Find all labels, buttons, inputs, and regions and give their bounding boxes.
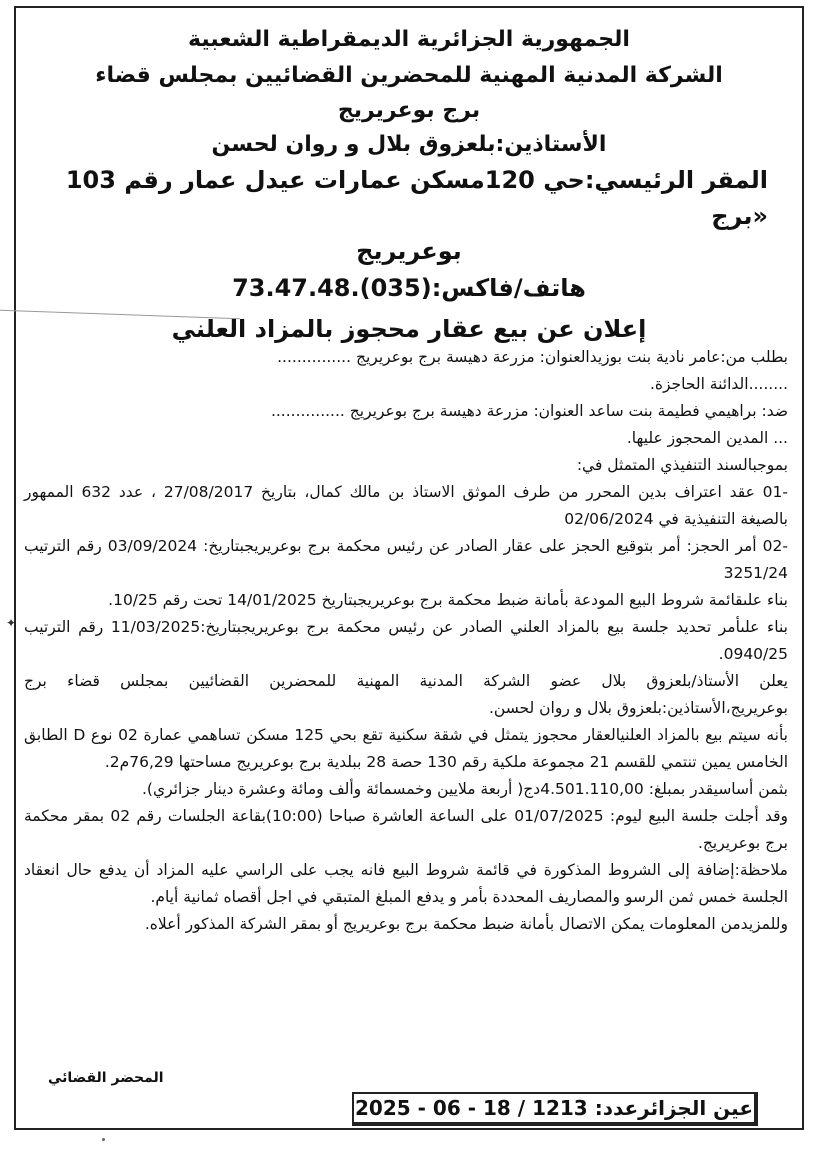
head-office-city: بوعريريج — [356, 237, 462, 265]
enforcement-title: بموجبالسند التنفيذي المتمثل في: — [576, 456, 788, 474]
scan-dot — [102, 1138, 105, 1141]
property-description: بأنه سيتم بيع بالمزاد العلنيالعقار محجوز يتمثل في شقة سكنية تقع بحي 125 مسكن تساهمي عمارة 02 نوع D الطابق الخامس يمين تنتمي للقسم 21 مجموعة ملكية رقم 130 حصة 28 ببلدية برج بوعريريج مساحتها 76,29م2. — [24, 726, 788, 771]
notice-header — [20, 22, 798, 350]
item-02: -02 أمر الحجز: أمر بتوقيع الحجز على عقار الصادر عن رئيس محكمة برج بوعريريجبتاريخ: 03/09/2024 رقم الترتيب 3251/24 — [24, 537, 788, 582]
jurisdiction: برج بوعريريج — [337, 98, 481, 123]
head-office-address: المقر الرئيسي:حي 120مسكن عمارات عيدل عمار رقم 103 «برج — [65, 166, 768, 230]
creditor-line: بطلب من:عامر نادية بنت بوزيدالعنوان: مزرعة دهيسة برج بوعريريج ............... — [277, 348, 788, 366]
note: ملاحظة:إضافة إلى الشروط المذكورة في قائمة شروط البيع فانه يجب على الراسي عليه المزاد أن يدفع حال انعقاد الجلسة خمس ثمن الرسو والمصاريف المحددة بأمر و يدفع المبلغ المتبقي في اجل أقصاه ثمانية أيام. — [24, 861, 788, 906]
notice-title: إعلان عن بيع عقار محجوز بالمزاد العلني — [171, 315, 647, 343]
scan-artifact-mark: ✦ — [6, 616, 17, 630]
contact-info: وللمزيدمن المعلومات يمكن الاتصال بأمانة ضبط محكمة برج بوعريريج أو بمقر الشركة المذكور أعلاه. — [144, 915, 788, 933]
session-date: وقد أجلت جلسة البيع ليوم: 01/07/2025 على الساعة العاشرة صباحا (10:00)بقاعة الجلسات رقم 02 بمقر محكمة برج بوعريريج. — [24, 807, 788, 852]
debtor-role: ... المدين المحجوز عليها. — [626, 429, 788, 447]
republic-title: الجمهورية الجزائرية الديمقراطية الشعبية — [188, 27, 630, 52]
creditor-role: ........الدائنة الحاجزة. — [649, 375, 788, 393]
publication-stamp: عين الجزائرعدد: 1213 / 18 - 06 - 2025 — [352, 1092, 758, 1126]
conditions-list: بناء علىقائمة شروط البيع المودعة بأمانة ضبط محكمة برج بوعريريجبتاريخ 14/01/2025 تحت رقم 10/25. — [108, 591, 788, 609]
debtor-line: ضد: براهيمي فطيمة بنت ساعد العنوان: مزرعة دهيسة برج بوعريريج ............... — [270, 402, 788, 420]
company-name: الشركة المدنية المهنية للمحضرين القضائيين بمجلس قضاء — [95, 63, 723, 88]
base-price: بثمن أساسيقدر بمبلغ: 4.501.110,00دج( أربعة ملايين وخمسمائة وألف ومائة وعشرة دينار جزائري). — [142, 780, 788, 798]
auction-order: بناء علىأمر تحديد جلسة بيع بالمزاد العلني الصادر عن رئيس محكمة برج بوعريريجبتاريخ:11/03/2025 رقم الترتيب 0940/25. — [24, 618, 788, 663]
announcer: يعلن الأستاذ/بلعزوق بلال عضو الشركة المدنية المهنية للمحضرين القضائيين بمجلس قضاء برج بوعريريج،الأستاذين:بلعزوق بلال و روان لحسن. — [24, 672, 788, 717]
item-01: -01 عقد اعتراف بدين المحرر من طرف الموثق الاستاذ بن مالك كمال، بتاريخ 27/08/2017 ، عدد 632 الممهور بالصيغة التنفيذية في 02/06/2024 — [24, 483, 788, 528]
bailiff-signature: المحضر القضائي — [48, 1070, 164, 1086]
phone-fax: هاتف/فاكس:(035).73.47.48 — [232, 274, 586, 302]
notice-body — [24, 344, 788, 938]
bailiff-names: الأستاذين:بلعزوق بلال و روان لحسن — [211, 132, 607, 157]
